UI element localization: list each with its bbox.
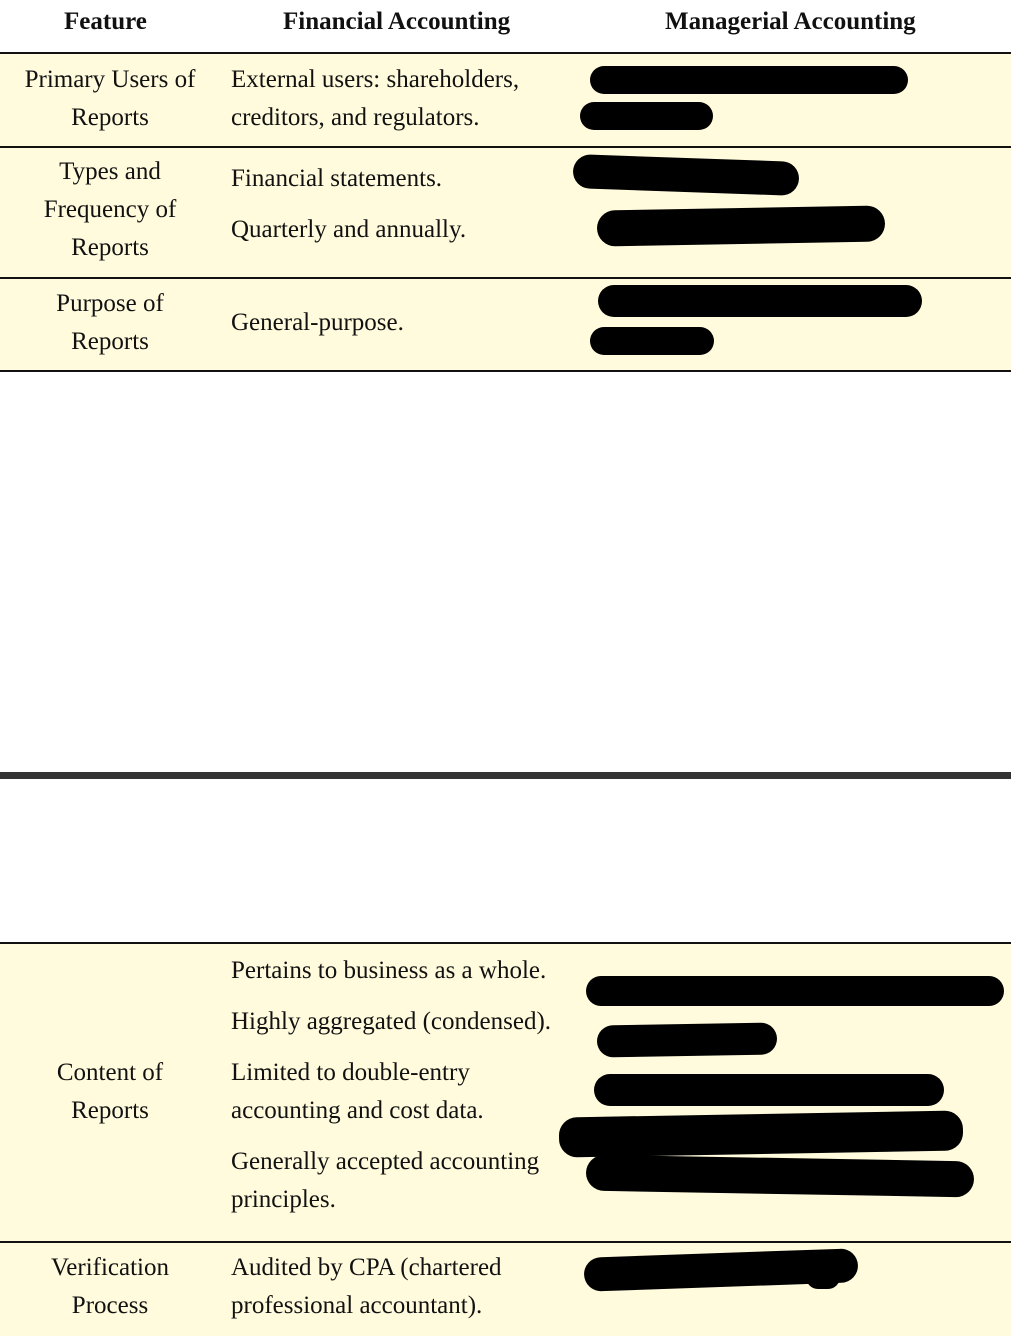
table-row <box>0 148 1011 277</box>
redaction-mark <box>594 1074 944 1106</box>
header-feature: Feature <box>64 8 147 35</box>
header-financial-accounting: Financial Accounting <box>283 8 511 35</box>
feature-cell: Content of Reports <box>56 1059 164 1124</box>
table-row <box>0 944 1011 1241</box>
redaction-mark <box>806 1265 840 1289</box>
table-row <box>0 279 1011 370</box>
redaction-mark <box>590 327 714 355</box>
page-divider <box>0 772 1011 779</box>
table-header <box>0 0 1011 52</box>
redaction-mark <box>559 1110 964 1157</box>
redaction-mark <box>597 1022 778 1057</box>
feature-cell: Purpose of Reports <box>56 290 164 355</box>
row-rule <box>0 370 1011 372</box>
feature-cell: Primary Users of Reports <box>24 66 196 131</box>
redaction-mark <box>586 1155 975 1198</box>
financial-cell: Pertains to business as a whole. Highly aggregated (condensed). Limited to double-entry accounting and cost data. Generally accepted accounting principles. <box>231 957 552 1213</box>
redaction-mark <box>572 154 799 196</box>
financial-cell: Audited by CPA (chartered professional accountant). <box>231 1254 502 1319</box>
redaction-mark <box>598 285 922 317</box>
financial-cell: External users: shareholders, creditors, and regulators. <box>231 66 520 131</box>
table-row <box>0 54 1011 146</box>
financial-cell: Financial statements. Quarterly and annually. <box>231 165 467 243</box>
redaction-mark <box>580 102 713 130</box>
financial-cell: General-purpose. <box>231 309 404 336</box>
header-managerial-accounting: Managerial Accounting <box>665 8 916 35</box>
redaction-mark <box>590 66 908 94</box>
feature-cell: Types and Frequency of Reports <box>43 158 177 261</box>
feature-cell: Verification Process <box>50 1254 169 1319</box>
redaction-mark <box>597 205 886 246</box>
table-row <box>0 1243 1011 1336</box>
redaction-mark <box>586 976 1004 1006</box>
